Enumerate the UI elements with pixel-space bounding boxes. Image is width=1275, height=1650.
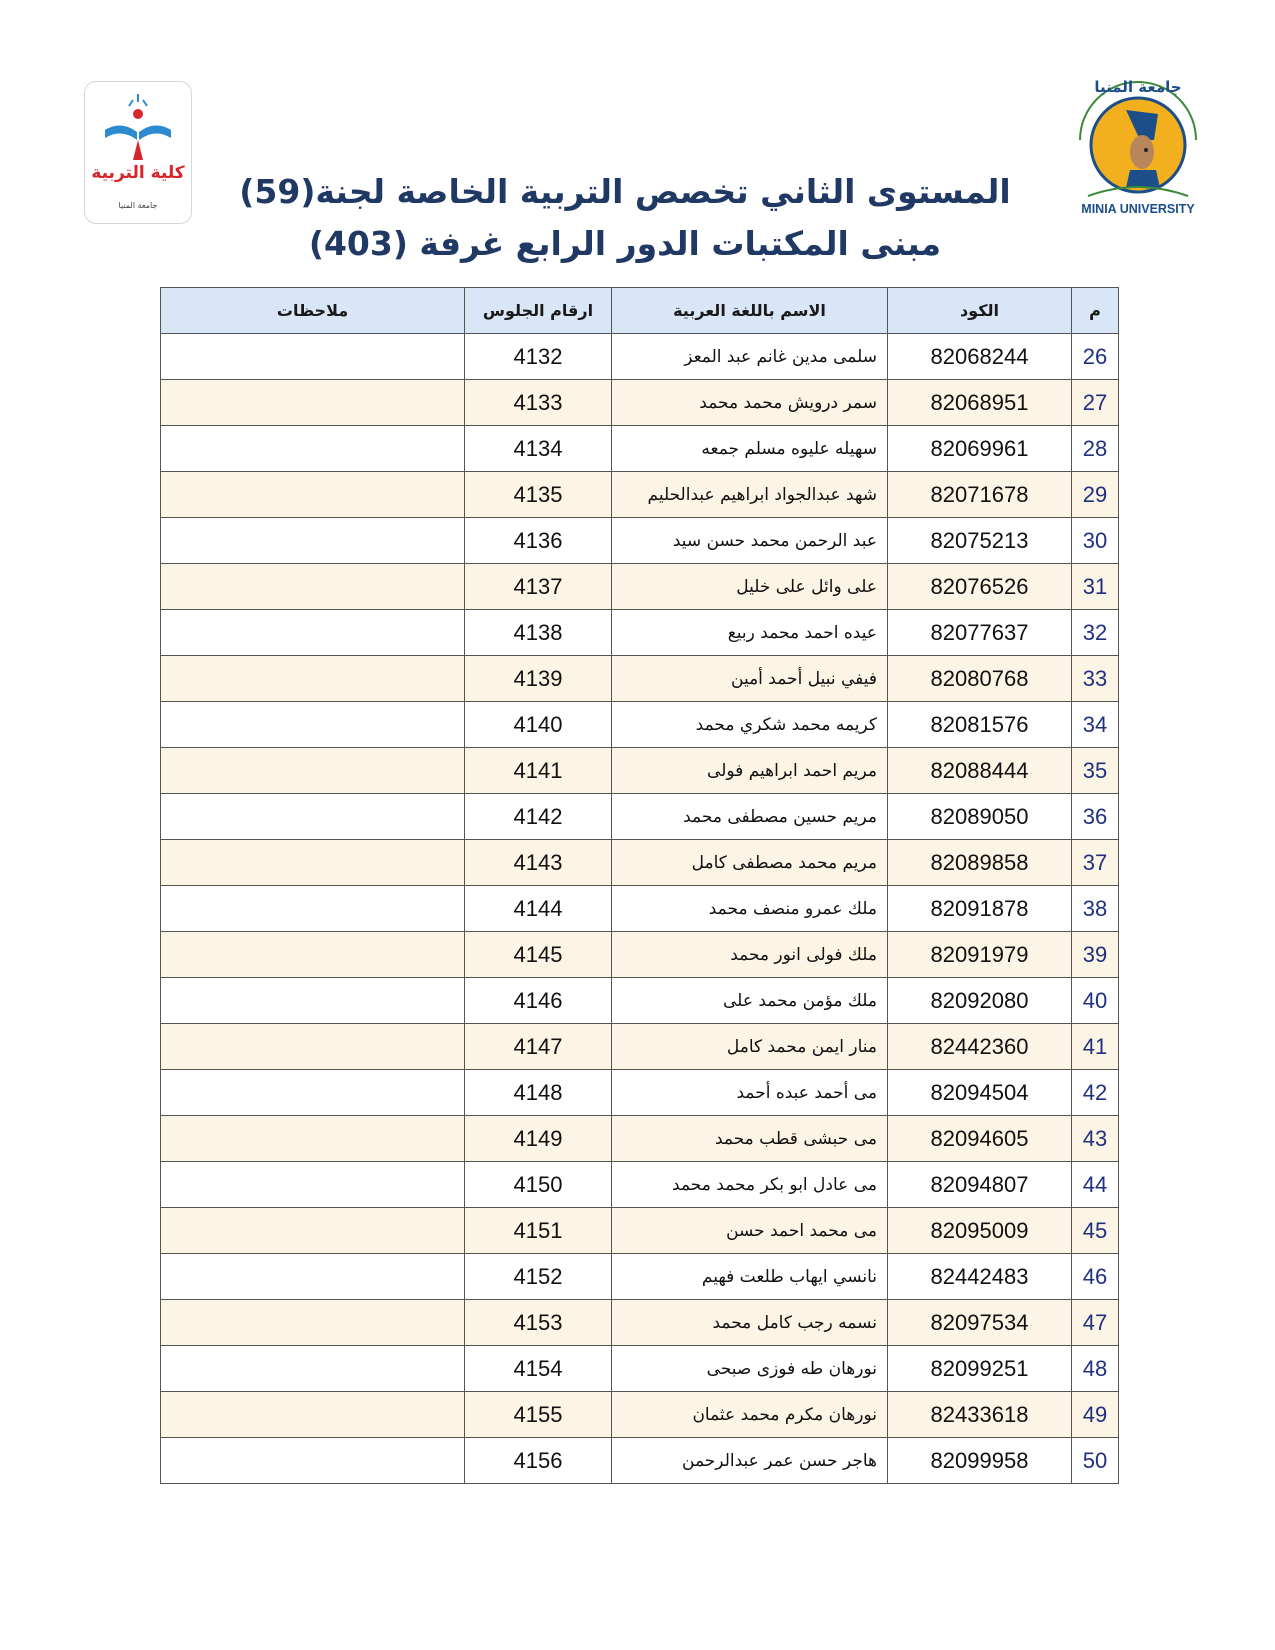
name-cell: هاجر حسن عمر عبدالرحمن — [612, 1438, 888, 1484]
notes-cell — [161, 1438, 465, 1484]
name-cell: مريم محمد مصطفى كامل — [612, 840, 888, 886]
table-row — [161, 794, 1119, 840]
serial-cell: 40 — [1072, 978, 1119, 1024]
seat-number-cell: 4148 — [465, 1070, 612, 1116]
seat-number-cell: 4153 — [465, 1300, 612, 1346]
serial-cell: 36 — [1072, 794, 1119, 840]
serial-cell: 26 — [1072, 334, 1119, 380]
code-cell: 82097534 — [888, 1300, 1072, 1346]
code-cell: 82099251 — [888, 1346, 1072, 1392]
table-row — [161, 656, 1119, 702]
table-row — [161, 1300, 1119, 1346]
seat-number-cell: 4136 — [465, 518, 612, 564]
seat-number-cell: 4149 — [465, 1116, 612, 1162]
seat-number-cell: 4156 — [465, 1438, 612, 1484]
notes-cell — [161, 1254, 465, 1300]
notes-cell — [161, 380, 465, 426]
seat-number-cell: 4145 — [465, 932, 612, 978]
name-cell: سمر درويش محمد محمد — [612, 380, 888, 426]
name-cell: مى محمد احمد حسن — [612, 1208, 888, 1254]
name-cell: عبد الرحمن محمد حسن سيد — [612, 518, 888, 564]
seat-number-cell: 4140 — [465, 702, 612, 748]
table-row — [161, 1024, 1119, 1070]
university-logo-caption: MINIA UNIVERSITY — [1081, 202, 1195, 216]
code-cell: 82094807 — [888, 1162, 1072, 1208]
page-subtitle: مبنى المكتبات الدور الرابع غرفة (403) — [308, 224, 942, 263]
name-cell: فيفي نبيل أحمد أمين — [612, 656, 888, 702]
code-cell: 82442483 — [888, 1254, 1072, 1300]
notes-cell — [161, 1208, 465, 1254]
serial-cell: 42 — [1072, 1070, 1119, 1116]
col-header-code: الكود — [888, 288, 1072, 334]
table-row — [161, 1116, 1119, 1162]
serial-cell: 50 — [1072, 1438, 1119, 1484]
serial-cell: 29 — [1072, 472, 1119, 518]
serial-cell: 32 — [1072, 610, 1119, 656]
serial-cell: 28 — [1072, 426, 1119, 472]
serial-cell: 43 — [1072, 1116, 1119, 1162]
notes-cell — [161, 564, 465, 610]
name-cell: ملك مؤمن محمد على — [612, 978, 888, 1024]
name-cell: سهيله عليوه مسلم جمعه — [612, 426, 888, 472]
notes-cell — [161, 1024, 465, 1070]
notes-cell — [161, 426, 465, 472]
col-header-seat: ارقام الجلوس — [465, 288, 612, 334]
code-cell: 82076526 — [888, 564, 1072, 610]
notes-cell — [161, 656, 465, 702]
table-row — [161, 1070, 1119, 1116]
notes-cell — [161, 518, 465, 564]
table-row — [161, 932, 1119, 978]
serial-cell: 44 — [1072, 1162, 1119, 1208]
seat-number-cell: 4147 — [465, 1024, 612, 1070]
seat-number-cell: 4132 — [465, 334, 612, 380]
seat-number-cell: 4146 — [465, 978, 612, 1024]
code-cell: 82442360 — [888, 1024, 1072, 1070]
name-cell: نورهان مكرم محمد عثمان — [612, 1392, 888, 1438]
name-cell: مى أحمد عبده أحمد — [612, 1070, 888, 1116]
seat-number-cell: 4155 — [465, 1392, 612, 1438]
serial-cell: 33 — [1072, 656, 1119, 702]
name-cell: عيده احمد محمد ربيع — [612, 610, 888, 656]
notes-cell — [161, 794, 465, 840]
seat-number-cell: 4135 — [465, 472, 612, 518]
notes-cell — [161, 932, 465, 978]
students-table — [160, 287, 1119, 1484]
table-row — [161, 978, 1119, 1024]
seat-number-cell: 4144 — [465, 886, 612, 932]
code-cell: 82433618 — [888, 1392, 1072, 1438]
name-cell: نورهان طه فوزى صبحى — [612, 1346, 888, 1392]
code-cell: 82094605 — [888, 1116, 1072, 1162]
faculty-logo-text: كلية التربية — [91, 163, 185, 183]
serial-cell: 41 — [1072, 1024, 1119, 1070]
serial-cell: 49 — [1072, 1392, 1119, 1438]
table-row — [161, 334, 1119, 380]
name-cell: منار ايمن محمد كامل — [612, 1024, 888, 1070]
code-cell: 82091979 — [888, 932, 1072, 978]
code-cell: 82088444 — [888, 748, 1072, 794]
name-cell: نسمه رجب كامل محمد — [612, 1300, 888, 1346]
name-cell: مى عادل ابو بكر محمد محمد — [612, 1162, 888, 1208]
serial-cell: 34 — [1072, 702, 1119, 748]
table-row — [161, 380, 1119, 426]
name-cell: كريمه محمد شكري محمد — [612, 702, 888, 748]
serial-cell: 47 — [1072, 1300, 1119, 1346]
table-row — [161, 426, 1119, 472]
faculty-logo-subtext: جامعة المنيا — [118, 201, 158, 210]
code-cell: 82069961 — [888, 426, 1072, 472]
seat-number-cell: 4143 — [465, 840, 612, 886]
serial-cell: 37 — [1072, 840, 1119, 886]
notes-cell — [161, 702, 465, 748]
notes-cell — [161, 1346, 465, 1392]
code-cell: 82080768 — [888, 656, 1072, 702]
table-row — [161, 1162, 1119, 1208]
name-cell: شهد عبدالجواد ابراهيم عبدالحليم — [612, 472, 888, 518]
seat-number-cell: 4141 — [465, 748, 612, 794]
name-cell: مريم احمد ابراهيم فولى — [612, 748, 888, 794]
serial-cell: 39 — [1072, 932, 1119, 978]
university-logo — [1068, 70, 1208, 220]
table-body — [161, 334, 1119, 1484]
open-book-figure-icon — [105, 94, 171, 160]
notes-cell — [161, 610, 465, 656]
seat-number-cell: 4138 — [465, 610, 612, 656]
notes-cell — [161, 472, 465, 518]
seat-number-cell: 4133 — [465, 380, 612, 426]
notes-cell — [161, 1300, 465, 1346]
col-header-notes: ملاحظات — [161, 288, 465, 334]
notes-cell — [161, 1392, 465, 1438]
table-row — [161, 748, 1119, 794]
code-cell: 82075213 — [888, 518, 1072, 564]
notes-cell — [161, 334, 465, 380]
code-cell: 82068951 — [888, 380, 1072, 426]
name-cell: سلمى مدين غانم عبد المعز — [612, 334, 888, 380]
notes-cell — [161, 886, 465, 932]
notes-cell — [161, 1162, 465, 1208]
table-row — [161, 702, 1119, 748]
table-row — [161, 1346, 1119, 1392]
code-cell: 82081576 — [888, 702, 1072, 748]
seat-number-cell: 4142 — [465, 794, 612, 840]
code-cell: 82068244 — [888, 334, 1072, 380]
serial-cell: 35 — [1072, 748, 1119, 794]
code-cell: 82077637 — [888, 610, 1072, 656]
page-title: المستوى الثاني تخصص التربية الخاصة لجنة(59) — [239, 172, 1011, 211]
table-row — [161, 472, 1119, 518]
code-cell: 82092080 — [888, 978, 1072, 1024]
table-header-row — [161, 288, 1119, 334]
serial-cell: 38 — [1072, 886, 1119, 932]
notes-cell — [161, 1116, 465, 1162]
serial-cell: 48 — [1072, 1346, 1119, 1392]
seat-number-cell: 4154 — [465, 1346, 612, 1392]
code-cell: 82091878 — [888, 886, 1072, 932]
code-cell: 82089858 — [888, 840, 1072, 886]
name-cell: ملك عمرو منصف محمد — [612, 886, 888, 932]
name-cell: ملك فولى انور محمد — [612, 932, 888, 978]
code-cell: 82071678 — [888, 472, 1072, 518]
notes-cell — [161, 1070, 465, 1116]
table-row — [161, 564, 1119, 610]
seat-number-cell: 4150 — [465, 1162, 612, 1208]
seat-number-cell: 4139 — [465, 656, 612, 702]
code-cell: 82089050 — [888, 794, 1072, 840]
seat-number-cell: 4152 — [465, 1254, 612, 1300]
serial-cell: 30 — [1072, 518, 1119, 564]
notes-cell — [161, 978, 465, 1024]
name-cell: نانسي ايهاب طلعت فهيم — [612, 1254, 888, 1300]
serial-cell: 31 — [1072, 564, 1119, 610]
table-row — [161, 518, 1119, 564]
notes-cell — [161, 748, 465, 794]
table-row — [161, 1208, 1119, 1254]
code-cell: 82094504 — [888, 1070, 1072, 1116]
seat-number-cell: 4151 — [465, 1208, 612, 1254]
university-logo-arabic: جامعة المنيا — [1094, 78, 1182, 96]
col-header-name: الاسم باللغة العربية — [612, 288, 888, 334]
name-cell: على وائل على خليل — [612, 564, 888, 610]
seat-number-cell: 4134 — [465, 426, 612, 472]
col-header-m: م — [1072, 288, 1119, 334]
table-row — [161, 1438, 1119, 1484]
table-row — [161, 610, 1119, 656]
name-cell: مى حبشى قطب محمد — [612, 1116, 888, 1162]
serial-cell: 27 — [1072, 380, 1119, 426]
notes-cell — [161, 840, 465, 886]
serial-cell: 46 — [1072, 1254, 1119, 1300]
name-cell: مريم حسين مصطفى محمد — [612, 794, 888, 840]
serial-cell: 45 — [1072, 1208, 1119, 1254]
table-row — [161, 840, 1119, 886]
table-row — [161, 886, 1119, 932]
code-cell: 82095009 — [888, 1208, 1072, 1254]
table-row — [161, 1254, 1119, 1300]
faculty-logo — [84, 81, 192, 224]
seat-number-cell: 4137 — [465, 564, 612, 610]
code-cell: 82099958 — [888, 1438, 1072, 1484]
table-row — [161, 1392, 1119, 1438]
